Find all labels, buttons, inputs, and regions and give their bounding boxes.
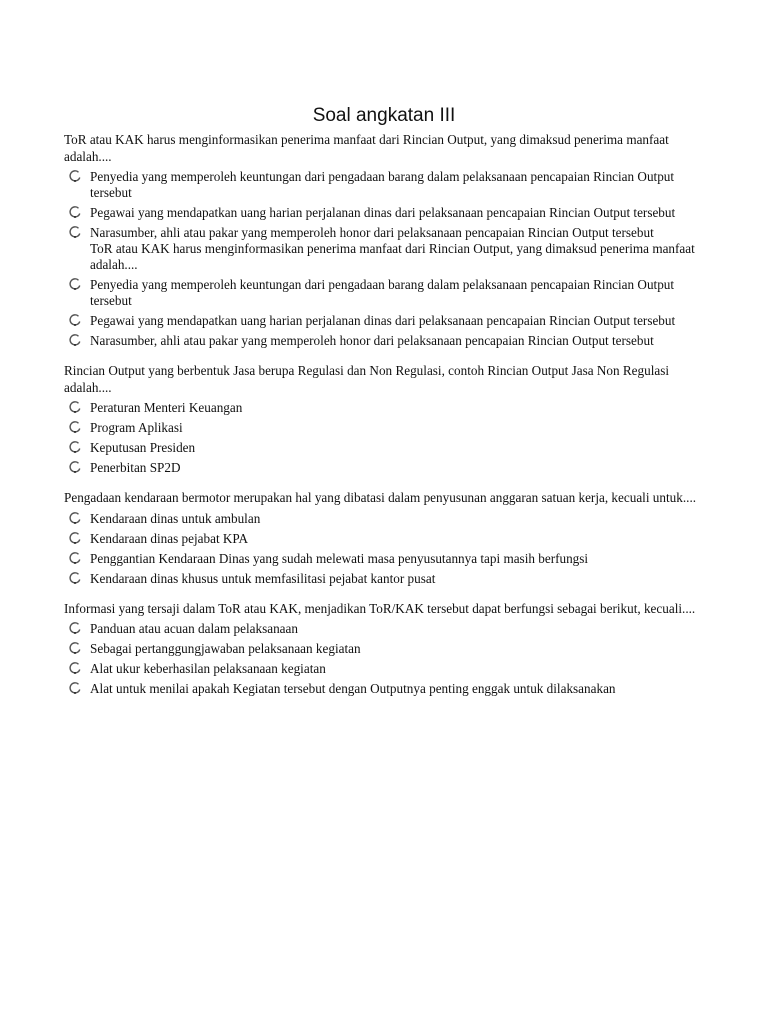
radio-button-icon[interactable] <box>68 661 82 675</box>
radio-button-icon[interactable] <box>68 169 82 183</box>
option-4a[interactable] <box>64 511 714 527</box>
radio-button-icon[interactable] <box>68 313 82 327</box>
spacer <box>64 476 714 490</box>
options-1 <box>64 169 714 241</box>
question-text-3: Rincian Output yang berbentuk Jasa berupa Regulasi dan Non Regulasi, contoh Rincian Output Jasa Non Regulasi adalah.... <box>64 363 670 395</box>
option-label: Kendaraan dinas khusus untuk memfasilitasi pejabat kantor pusat <box>90 570 436 586</box>
radio-button-icon[interactable] <box>68 551 82 565</box>
option-2a[interactable] <box>64 277 714 309</box>
option-label: Peraturan Menteri Keuangan <box>90 400 243 415</box>
radio-button-icon[interactable] <box>68 621 82 635</box>
option-1a[interactable] <box>64 169 714 201</box>
question-list <box>64 132 714 697</box>
option-4d[interactable] <box>64 571 714 587</box>
option-label: Alat ukur keberhasilan pelaksanaan kegiatan <box>90 661 326 676</box>
option-label: Penyedia yang memperoleh keuntungan dari pengadaan barang dalam pelaksanaan pencapaian Rincian Output tersebut <box>90 169 675 200</box>
options-2 <box>64 277 714 349</box>
option-label: Penyedia yang memperoleh keuntungan dari pengadaan barang dalam pelaksanaan pencapaian Rincian Output tersebut <box>90 277 675 308</box>
option-5a[interactable] <box>64 621 714 637</box>
option-label: Narasumber, ahli atau pakar yang memperoleh honor dari pelaksanaan pencapaian Rincian Output tersebut <box>90 333 654 348</box>
option-1b[interactable] <box>64 205 714 221</box>
spacer <box>64 349 714 363</box>
option-label: Penerbitan SP2D <box>90 460 181 475</box>
option-label: Keputusan Presiden <box>90 440 196 455</box>
radio-button-icon[interactable] <box>68 681 82 695</box>
option-1c[interactable] <box>64 225 714 241</box>
question-block-1 <box>64 132 714 273</box>
option-3b[interactable] <box>64 420 714 436</box>
option-4b[interactable] <box>64 531 714 547</box>
radio-button-icon[interactable] <box>68 571 82 585</box>
options-3 <box>64 400 714 476</box>
page-title: Soal angkatan III <box>312 105 456 126</box>
option-3d[interactable] <box>64 460 714 476</box>
radio-button-icon[interactable] <box>68 420 82 434</box>
option-label: Narasumber, ahli atau pakar yang memperoleh honor dari pelaksanaan pencapaian Rincian Output tersebut <box>90 225 654 240</box>
option-5b[interactable] <box>64 641 714 657</box>
option-label: Pegawai yang mendapatkan uang harian perjalanan dinas dari pelaksanaan pencapaian Rincian Output tersebut <box>90 313 676 328</box>
radio-button-icon[interactable] <box>68 440 82 454</box>
option-label: Kendaraan dinas pejabat KPA <box>90 530 249 546</box>
option-2c[interactable] <box>64 333 714 349</box>
option-5d[interactable] <box>64 681 714 697</box>
radio-button-icon[interactable] <box>68 641 82 655</box>
option-3c[interactable] <box>64 440 714 456</box>
radio-button-icon[interactable] <box>68 531 82 545</box>
question-block-4 <box>64 490 714 587</box>
radio-button-icon[interactable] <box>68 460 82 474</box>
question-block-2 <box>64 277 714 349</box>
option-label: Sebagai pertanggungjawaban pelaksanaan kegiatan <box>90 641 361 656</box>
radio-button-icon[interactable] <box>68 225 82 239</box>
question-text-5: Informasi yang tersaji dalam ToR atau KAK, menjadikan ToR/KAK tersebut dapat berfungsi sebagai berikut, kecuali.... <box>64 600 696 616</box>
repeated-question-text: ToR atau KAK harus menginformasikan penerima manfaat dari Rincian Output, yang dimaksud penerima manfaat adalah.... <box>90 241 695 272</box>
options-4 <box>64 511 714 587</box>
radio-button-icon[interactable] <box>68 400 82 414</box>
question-block-3 <box>64 363 714 476</box>
question-text-4: Pengadaan kendaraan bermotor merupakan hal yang dibatasi dalam penyusunan anggaran satuan kerja, kecuali untuk.... <box>64 490 697 505</box>
option-label: Kendaraan dinas untuk ambulan <box>90 510 261 526</box>
option-label: Panduan atau acuan dalam pelaksanaan <box>90 621 298 636</box>
radio-button-icon[interactable] <box>68 333 82 347</box>
radio-button-icon[interactable] <box>68 277 82 291</box>
option-label: Pegawai yang mendapatkan uang harian perjalanan dinas dari pelaksanaan pencapaian Rincian Output tersebut <box>90 205 676 220</box>
option-label: Program Aplikasi <box>90 420 183 435</box>
option-5c[interactable] <box>64 661 714 677</box>
option-4c[interactable] <box>64 551 714 567</box>
options-5 <box>64 621 714 697</box>
option-label: Penggantian Kendaraan Dinas yang sudah melewati masa penyusutannya tapi masih berfungsi <box>90 550 589 566</box>
question-block-5 <box>64 601 714 698</box>
question-text-1: ToR atau KAK harus menginformasikan penerima manfaat dari Rincian Output, yang dimaksud penerima manfaat adalah.... <box>64 132 669 164</box>
option-2b[interactable] <box>64 313 714 329</box>
radio-button-icon[interactable] <box>68 511 82 525</box>
radio-button-icon[interactable] <box>68 205 82 219</box>
option-label: Alat untuk menilai apakah Kegiatan tersebut dengan Outputnya penting enggak untuk dilaksanakan <box>90 681 616 696</box>
spacer <box>64 587 714 601</box>
option-3a[interactable] <box>64 400 714 416</box>
